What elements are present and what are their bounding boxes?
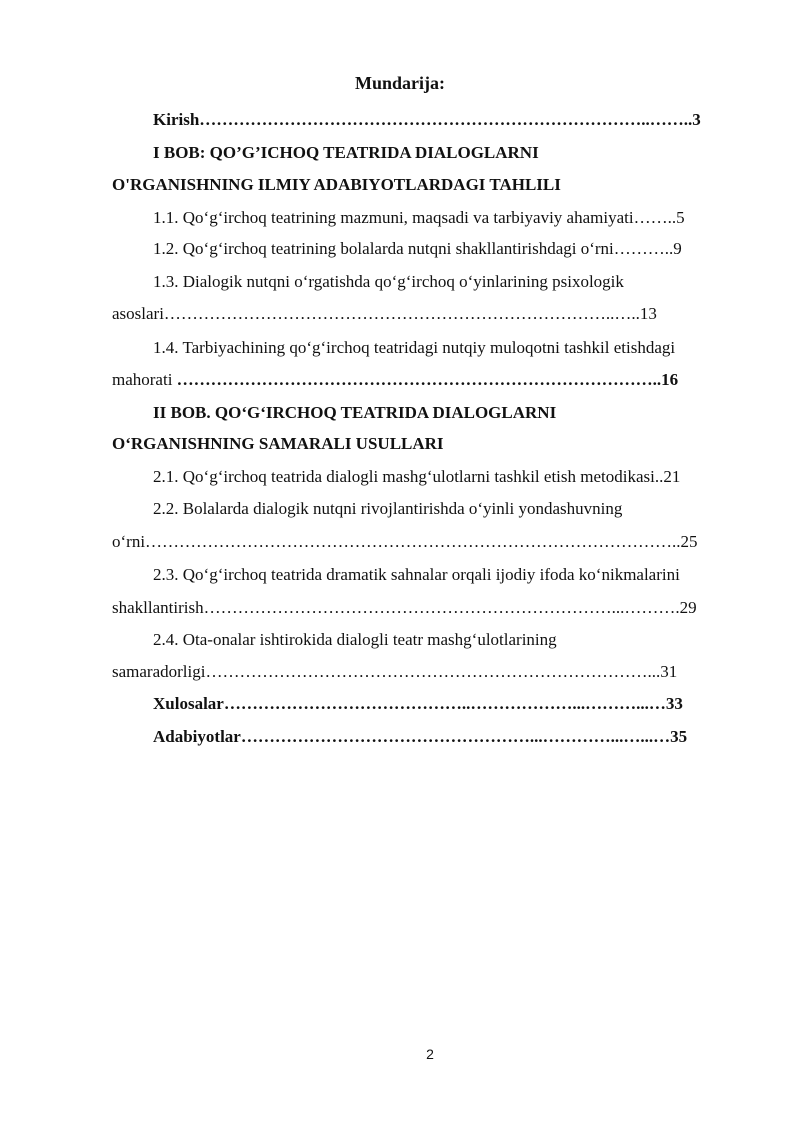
toc-entry-2-3-line1[interactable]: 2.3. Qo‘g‘irchoq teatrida dramatik sahnalar orqali ijodiy ifoda ko‘nikmalarini [153,565,680,584]
toc-chapter2-heading-line2[interactable]: O‘RGANISHNING SAMARALI USULLARI [112,434,444,453]
toc-entry-2-2-line1[interactable]: 2.2. Bolalarda dialogik nutqni rivojlantirishda o‘yinli yondashuvning [153,499,623,518]
toc-entry-2-3-line2[interactable]: shakllantirish………………………………………………………………...……….29 [112,598,697,617]
toc-entry-2-4-line2[interactable]: samaradorligi……………………………………………………………………...31 [112,662,678,681]
toc-entry-1-4-line1[interactable]: 1.4. Tarbiyachining qo‘g‘irchoq teatridagi nutqiy muloqotni tashkil etishdagi [153,338,676,357]
toc-entry-1-3-line2[interactable]: asoslari……………………………………………………………………..…..13 [112,304,657,323]
toc-entry-adabiyotlar[interactable]: Adabiyotlar……………………………………………...…………...…...…35 [153,727,688,746]
toc-entry-1-2[interactable]: 1.2. Qo‘g‘irchoq teatrining bolalarda nutqni shakllantirishdagi o‘rni………..9 [153,239,682,258]
toc-chapter1-heading-line1[interactable]: I BOB: QO’G’ICHOQ TEATRIDA DIALOGLARNI [153,143,539,162]
toc-entry-xulosalar[interactable]: Xulosalar……………………………………..………………...………...…33 [153,694,683,713]
page-number: 2 [426,1046,434,1062]
toc-entry-1-3-line1[interactable]: 1.3. Dialogik nutqni o‘rgatishda qo‘g‘irchoq o‘yinlarining psixologik [153,272,624,291]
toc-entry-1-4-page: …………………………………………………………………………..16 [176,370,679,389]
toc-entry-1-4-line2[interactable] [112,369,678,391]
toc-entry-2-2-line2[interactable]: o‘rni…………………………………………………………………………………..25 [112,532,698,551]
toc-chapter2-heading-line1[interactable]: II BOB. QO‘G‘IRCHOQ TEATRIDA DIALOGLARNI [153,403,557,422]
toc-entry-2-1[interactable]: 2.1. Qo‘g‘irchoq teatrida dialogli mashg‘ulotlarni tashkil etish metodikasi..21 [153,467,681,486]
toc-entry-2-4-line1[interactable]: 2.4. Ota-onalar ishtirokida dialogli teatr mashg‘ulotlarining [153,630,557,649]
toc-entry-1-4-text: mahorati [112,370,177,389]
toc-entry-kirish[interactable]: Kirish……………………………………………………………………..……..3 [153,110,701,129]
toc-chapter1-heading-line2[interactable]: O'RGANISHNING ILMIY ADABIYOTLARDAGI TAHLILI [112,175,561,194]
toc-title: Mundarija: [355,73,445,93]
toc-entry-1-1[interactable]: 1.1. Qo‘g‘irchoq teatrining mazmuni, maqsadi va tarbiyaviy ahamiyati……..5 [153,208,685,227]
